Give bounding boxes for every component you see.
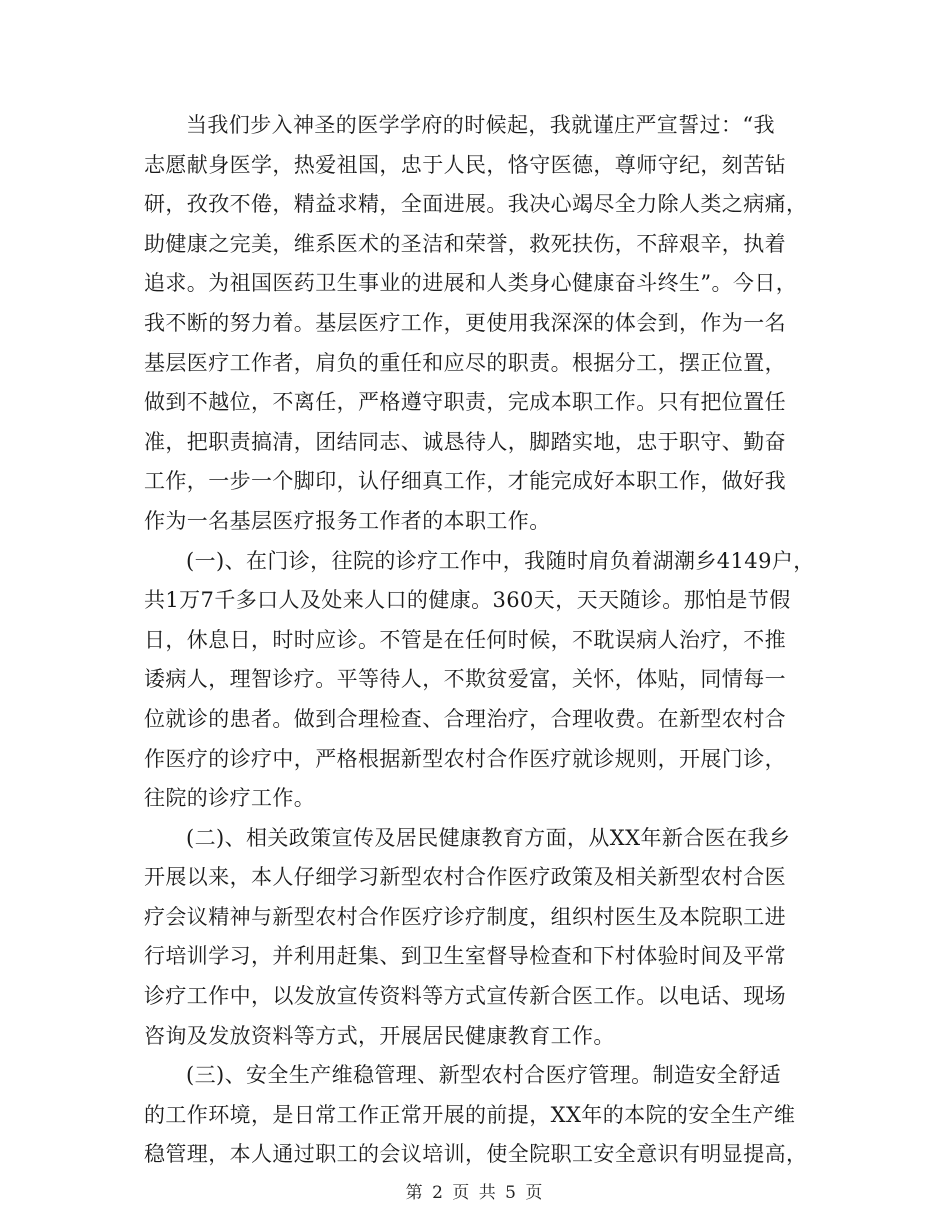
text-line: 准，把职责搞清，团结同志、诚恳待人，脚踏实地，忠于职守、勤奋 (144, 429, 786, 454)
text-line: (二)、相关政策宣传及居民健康教育方面，从XX年新合医在我乡 (186, 825, 791, 850)
text-line: 位就诊的患者。做到合理检查、合理治疗，合理收费。在新型农村合 (144, 706, 786, 731)
text-line: 诊疗工作中，以发放宣传资料等方式宣传新合医工作。以电话、现场 (144, 984, 786, 1009)
text-line: (三)、安全生产维稳管理、新型农村合医疗管理。制造安全舒适 (186, 1063, 781, 1088)
text-line: 作为一名基层医疗报务工作者的本职工作。 (144, 508, 551, 533)
text-line: 研，孜孜不倦，精益求精，全面进展。我决心竭尽全力除人类之病痛， (144, 192, 808, 217)
paragraph-section-2 (144, 819, 820, 1057)
text-line: 稳管理，本人通过职工的会议培训，使全院职工安全意识有明显提高， (144, 1142, 808, 1167)
text-line: 追求。为祖国医药卫生事业的进展和人类身心健康奋斗终生”。今日， (144, 271, 798, 296)
text-line: 当我们步入神圣的医学学府的时候起，我就谨庄严宣誓过：“我 (186, 113, 775, 137)
text-line: 作医疗的诊疗中，严格根据新型农村合作医疗就诊规则，开展门诊， (144, 746, 786, 771)
text-line: 的工作环境，是日常工作正常开展的前提，XX年的本院的安全生产维 (144, 1102, 796, 1127)
text-line: 做到不越位，不离任，严格遵守职责，完成本职工作。只有把位置任 (144, 390, 786, 415)
text-line: 咨询及发放资料等方式，开展居民健康教育工作。 (144, 1023, 615, 1048)
paragraph-section-1 (144, 542, 820, 819)
text-line: 开展以来，本人仔细学习新型农村合作医疗政策及相关新型农村合医 (144, 865, 786, 890)
text-line: 诿病人，理智诊疗。平等待人，不欺贫爱富，关怀，体贴，同情每一 (144, 667, 786, 692)
paragraph-oath (144, 106, 820, 542)
text-line: 往院的诊疗工作。 (144, 786, 316, 811)
text-line: 工作，一步一个脚印，认仔细真工作，才能完成好本职工作，做好我 (144, 469, 786, 494)
text-line: 助健康之完美，维系医术的圣洁和荣誉，救死扶伤，不辞艰辛，执着 (144, 231, 786, 256)
text-line: 日，休息日，时时应诊。不管是在任何时候，不耽误病人治疗，不推 (144, 627, 786, 652)
text-line: (一)、在门诊，往院的诊疗工作中，我随时肩负着湖潮乡4149户， (186, 548, 815, 573)
text-line: 共1万7千多口人及处来人口的健康。360天，天天随诊。那怕是节假 (144, 588, 791, 613)
text-line: 基层医疗工作者，肩负的重任和应尽的职责。根据分工，摆正位置， (144, 350, 786, 375)
page-number-footer: 第 2 页 共 5 页 (405, 1183, 545, 1203)
text-line: 我不断的努力着。基层医疗工作，更使用我深深的体会到，作为一名 (144, 310, 786, 335)
document-body (144, 106, 820, 1175)
text-line: 行培训学习，并利用赶集、到卫生室督导检查和下村体验时间及平常 (144, 944, 786, 969)
text-line: 疗会议精神与新型农村合作医疗诊疗制度，组织村医生及本院职工进 (144, 904, 786, 929)
text-line: 志愿献身医学，热爱祖国，忠于人民，恪守医德，尊师守纪，刻苦钻 (144, 152, 786, 177)
paragraph-section-3 (144, 1056, 820, 1175)
